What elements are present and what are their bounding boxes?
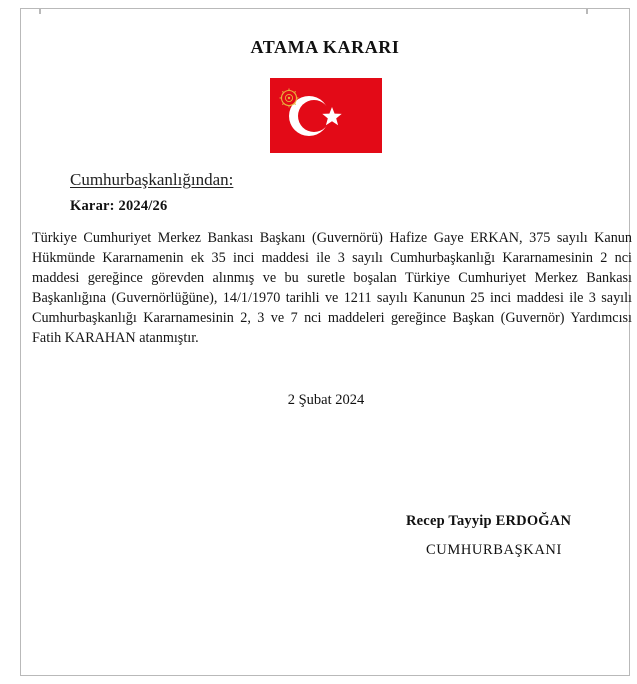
signer-title: CUMHURBAŞKANI: [426, 542, 562, 558]
issuer-heading: Cumhurbaşkanlığından:: [70, 170, 234, 189]
top-mark: [586, 9, 588, 14]
document-page: [20, 8, 630, 676]
page-top-marks: [21, 9, 629, 15]
signer-name: Recep Tayyip ERDOĞAN: [406, 513, 572, 529]
decision-number: Karar: 2024/26: [70, 198, 168, 214]
top-mark: [39, 9, 41, 14]
decision-date: 2 Şubat 2024: [287, 392, 365, 408]
document-title: ATAMA KARARI: [250, 37, 400, 57]
turkish-flag-icon: [270, 78, 382, 153]
decision-body-text: Türkiye Cumhuriyet Merkez Bankası Başkanı (Guvernörü) Hafize Gaye ERKAN, 375 sayılı Kanun Hükmünde Kararnamenin ek 35 inci maddesi ile 3 sayılı Cumhurbaşkanlığı Kararnamesinin 2 nci maddesi gereğince görevden alınmış ve bu suretle boşalan Türkiye Cumhuriyet Merkez Bankası Başkanlığına (Guvernörlüğüne), 14/1/1970 tarihli ve 1211 sayılı Kanunun 25 inci maddesi ile 3 sayılı Cumhurbaşkanlığı Kararnamesinin 2, 3 ve 7 nci maddeleri gereğince Başkan (Guvernör) Yardımcısı Fatih KARAHAN atanmıştır.: [32, 230, 632, 347]
